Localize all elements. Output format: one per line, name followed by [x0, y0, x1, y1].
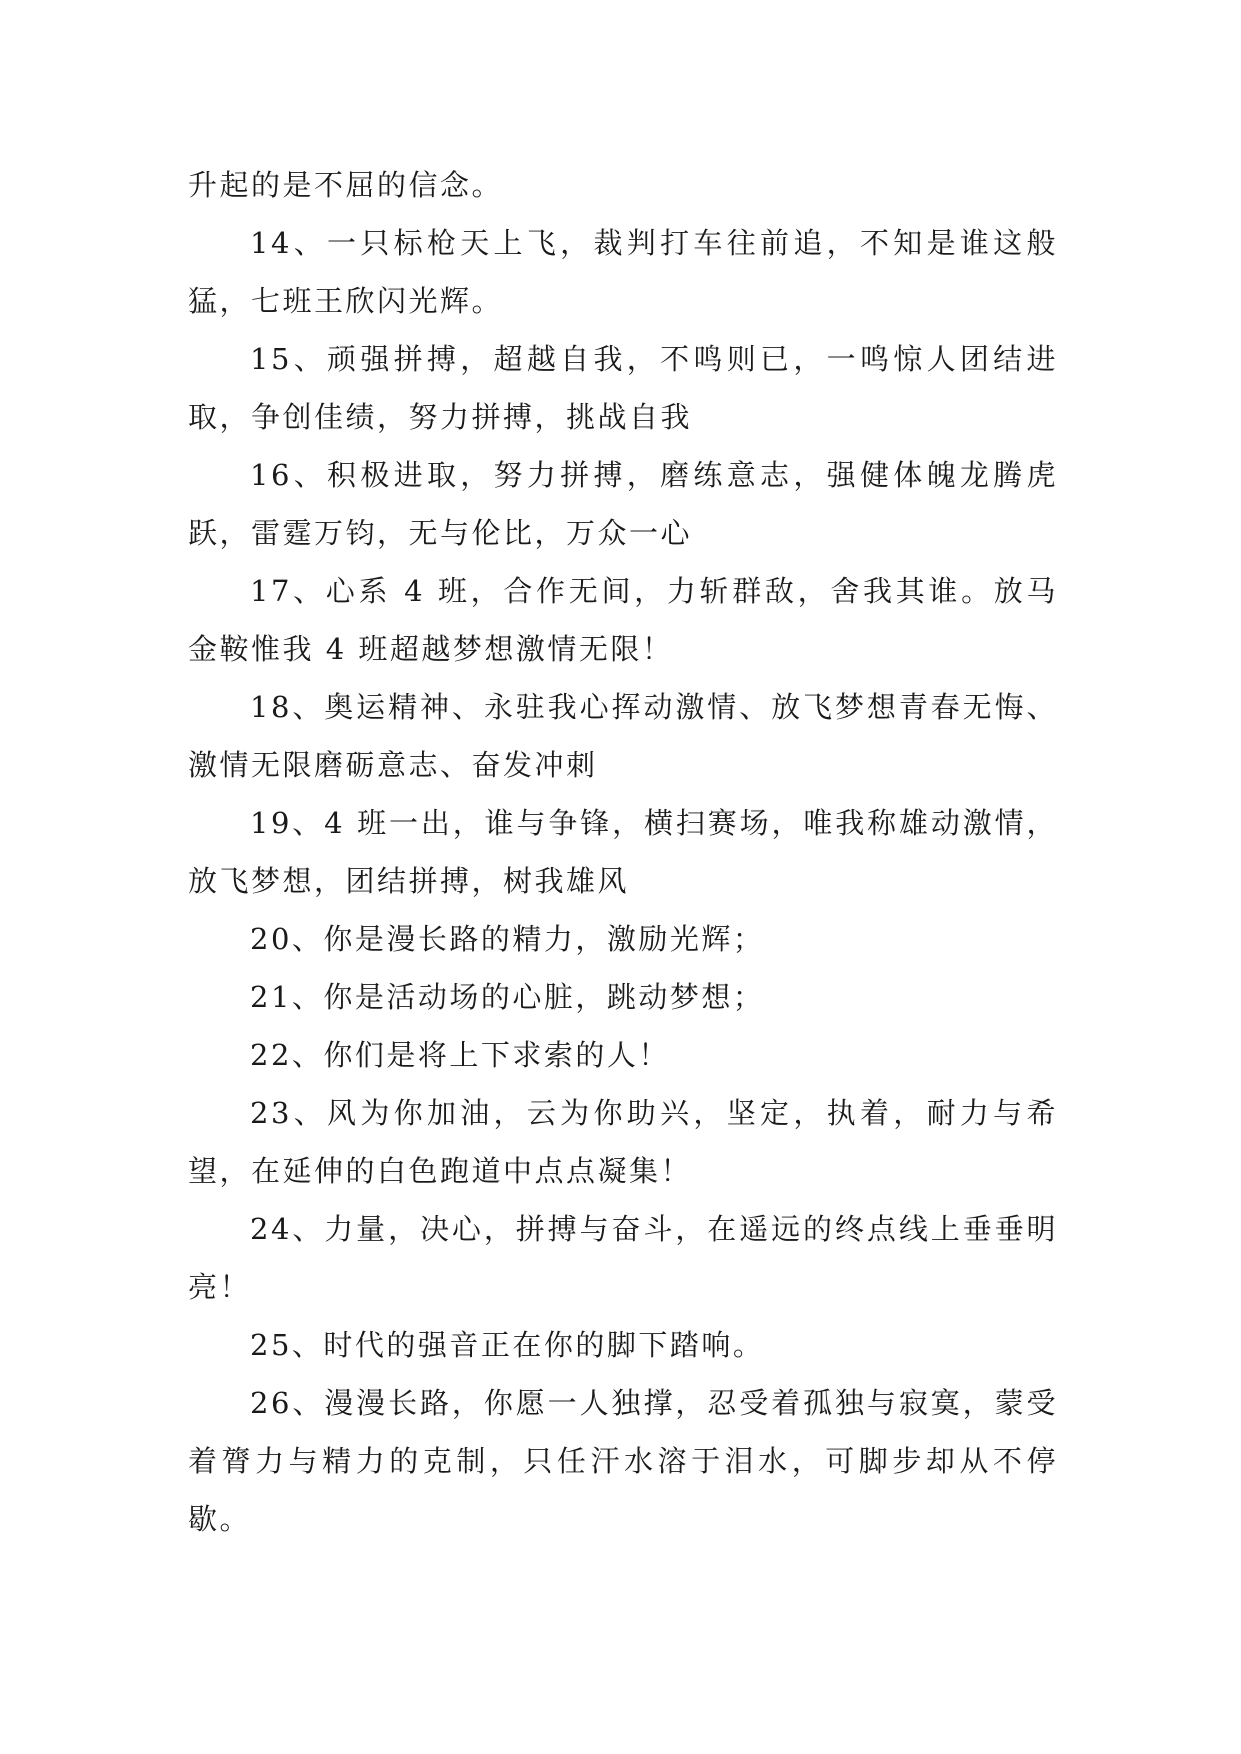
paragraph-item-15: 15、顽强拼搏，超越自我，不鸣则已，一鸣惊人团结进取，争创佳绩，努力拼搏，挑战自我 [188, 342, 1058, 434]
paragraph-item-26: 26、漫漫长路，你愿一人独撑，忍受着孤独与寂寞，蒙受着膂力与精力的克制，只任汗水溶于泪水，可脚步却从不停歇。 [188, 1386, 1058, 1536]
paragraph-item-16: 16、积极进取，努力拼搏，磨练意志，强健体魄龙腾虎跃，雷霆万钧，无与伦比，万众一心 [188, 458, 1058, 550]
document-body [188, 156, 1058, 1548]
paragraph-continuation: 升起的是不屈的信念。 [188, 168, 504, 202]
paragraph-item-19: 19、4 班一出，谁与争锋，横扫赛场，唯我称雄动激情，放飞梦想，团结拼搏，树我雄风 [188, 806, 1058, 898]
paragraph-item-17: 17、心系 4 班，合作无间，力斩群敌，舍我其谁。放马金鞍惟我 4 班超越梦想激情无限！ [188, 574, 1058, 666]
paragraph-item-20: 20、你是漫长路的精力，激励光辉； [250, 922, 765, 956]
paragraph-item-23: 23、风为你加油，云为你助兴，坚定，执着，耐力与希望，在延伸的白色跑道中点点凝集！ [188, 1096, 1058, 1188]
paragraph-item-14: 14、一只标枪天上飞，裁判打车往前追，不知是谁这般猛，七班王欣闪光辉。 [188, 226, 1058, 318]
paragraph-item-18: 18、奥运精神、永驻我心挥动激情、放飞梦想青春无悔、激情无限磨砺意志、奋发冲刺 [188, 690, 1058, 782]
paragraph-item-22: 22、你们是将上下求索的人！ [250, 1038, 670, 1072]
paragraph-item-24: 24、力量，决心，拼搏与奋斗，在遥远的终点线上垂垂明亮！ [188, 1212, 1058, 1304]
paragraph-item-21: 21、你是活动场的心脏，跳动梦想； [250, 980, 765, 1014]
paragraph-item-25: 25、时代的强音正在你的脚下踏响。 [250, 1328, 765, 1362]
